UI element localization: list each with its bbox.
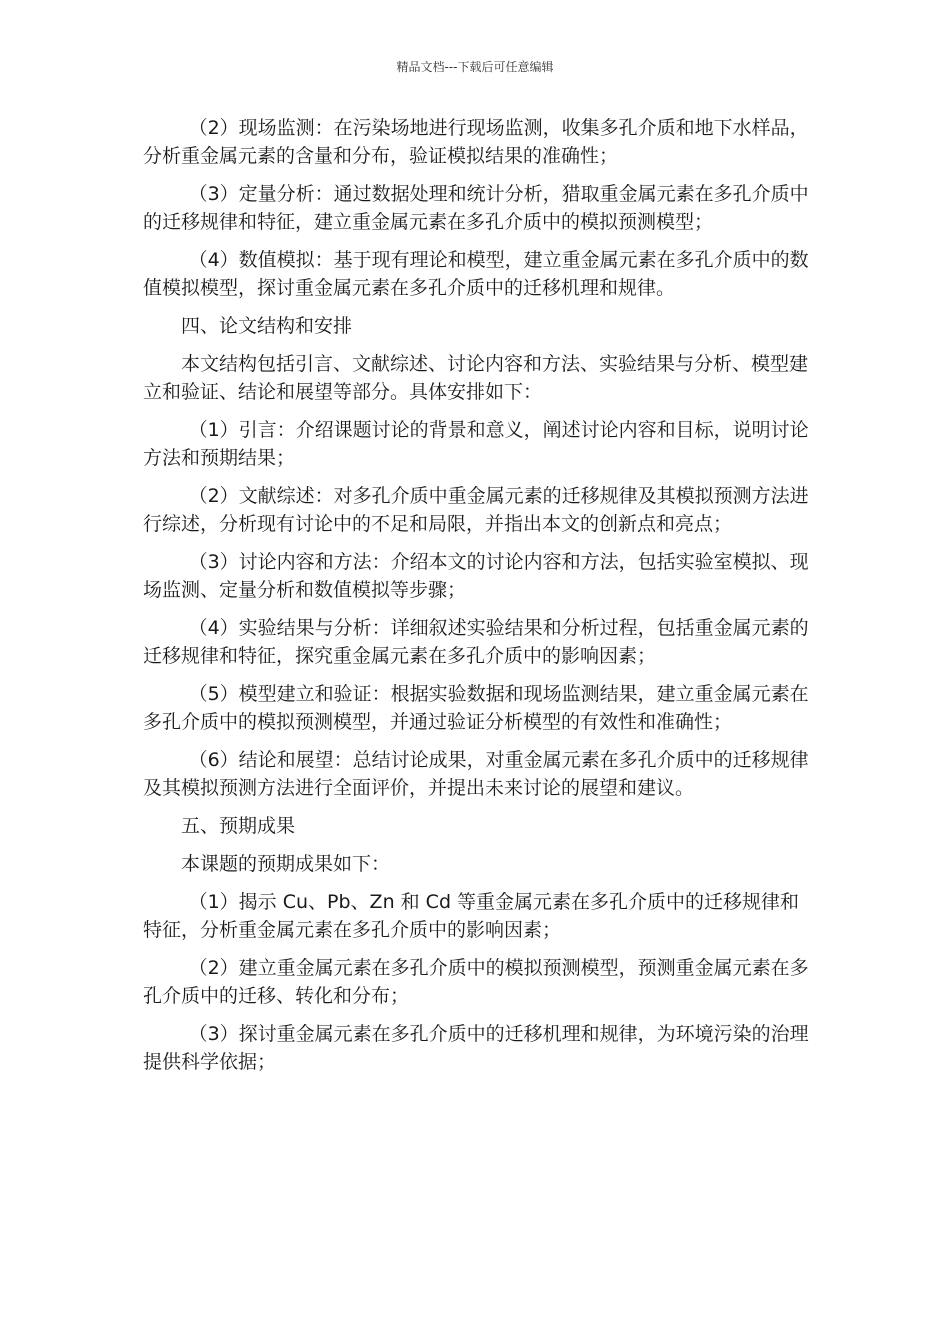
paragraph-item-3-quantitative-analysis: （3）定量分析：通过数据处理和统计分析，猎取重金属元素在多孔介质中的迁移规律和特征，建立重金属元素在多孔介质中的模拟预测模型； [143,183,809,233]
section-heading-expected-results: 五、预期成果 [181,815,296,837]
paragraph-item-2-field-monitoring: （2）现场监测：在污染场地进行现场监测，收集多孔介质和地下水样品，分析重金属元素的含量和分布，验证模拟结果的准确性； [143,117,809,167]
paragraph-item-1-introduction: （1）引言：介绍课题讨论的背景和意义，阐述讨论内容和目标，说明讨论方法和预期结果； [143,419,809,469]
paragraph-expected-item-2: （2）建立重金属元素在多孔介质中的模拟预测模型，预测重金属元素在多孔介质中的迁移、转化和分布； [143,957,809,1007]
section-heading-structure: 四、论文结构和安排 [181,315,353,337]
paragraph-expected-item-3: （3）探讨重金属元素在多孔介质中的迁移机理和规律，为环境污染的治理提供科学依据； [143,1023,809,1073]
paragraph-item-4-results-analysis: （4）实验结果与分析：详细叙述实验结果和分析过程，包括重金属元素的迁移规律和特征，探究重金属元素在多孔介质中的影响因素； [143,617,809,667]
paragraph-item-3-content-methods: （3）讨论内容和方法：介绍本文的讨论内容和方法，包括实验室模拟、现场监测、定量分析和数值模拟等步骤； [143,551,809,601]
paragraph-item-4-numerical-simulation: （4）数值模拟：基于现有理论和模型，建立重金属元素在多孔介质中的数值模拟模型，探讨重金属元素在多孔介质中的迁移机理和规律。 [143,249,809,299]
paragraph-item-2-literature-review: （2）文献综述：对多孔介质中重金属元素的迁移规律及其模拟预测方法进行综述，分析现有讨论中的不足和局限，并指出本文的创新点和亮点； [143,485,809,535]
paragraph-expected-intro: 本课题的预期成果如下： [181,853,391,875]
paragraph-structure-intro: 本文结构包括引言、文献综述、讨论内容和方法、实验结果与分析、模型建立和验证、结论和展望等部分。具体安排如下： [143,353,809,403]
paragraph-expected-item-1: （1）揭示 Cu、Pb、Zn 和 Cd 等重金属元素在多孔介质中的迁移规律和特征，分析重金属元素在多孔介质中的影响因素； [143,891,800,941]
page-header: 精品文档---下载后可任意编辑 [396,60,554,74]
document-body [143,114,811,1086]
paragraph-item-5-model-validation: （5）模型建立和验证：根据实验数据和现场监测结果，建立重金属元素在多孔介质中的模拟预测模型，并通过验证分析模型的有效性和准确性； [143,683,809,733]
paragraph-item-6-conclusion: （6）结论和展望：总结讨论成果，对重金属元素在多孔介质中的迁移规律及其模拟预测方法进行全面评价，并提出未来讨论的展望和建议。 [143,749,809,799]
